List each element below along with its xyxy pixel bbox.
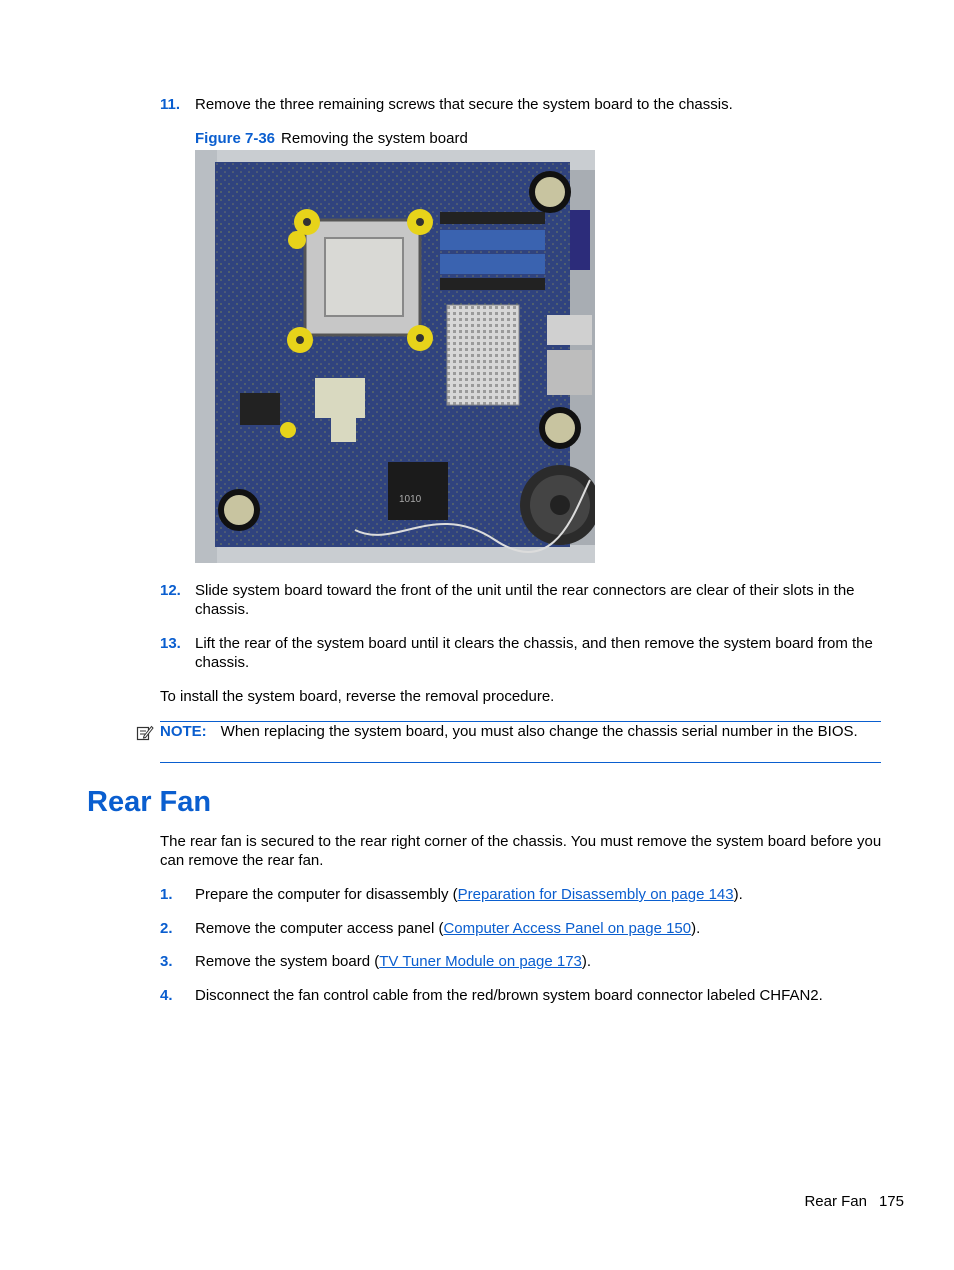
step-text-pre: Remove the computer access panel ( — [195, 920, 444, 937]
note-label: NOTE: — [160, 723, 207, 740]
step-text-post: ). — [733, 886, 743, 903]
step-12 — [160, 581, 882, 619]
step-text — [195, 952, 882, 971]
section-intro: The rear fan is secured to the rear right corner of the chassis. You must remove the system board before you can remove the rear fan. — [160, 833, 882, 869]
note-box — [160, 721, 881, 763]
chip-label: 1010 — [399, 494, 422, 505]
step-text: Disconnect the fan control cable from the red/brown system board connector labeled CHFAN2. — [195, 987, 823, 1004]
step-text: Remove the three remaining screws that secure the system board to the chassis. — [195, 96, 733, 113]
fan-step-3 — [160, 952, 882, 971]
preparation-link[interactable]: Preparation for Disassembly on page 143 — [457, 886, 734, 903]
note-text: When replacing the system board, you must also change the chassis serial number in the BIOS. — [220, 723, 858, 740]
step-number: 2. — [160, 920, 173, 937]
fan-step-4 — [160, 986, 882, 1005]
step-number: 3. — [160, 953, 173, 970]
section-heading: Rear Fan — [87, 786, 212, 818]
note-pencil-icon — [136, 724, 154, 742]
step-number: 11. — [160, 96, 181, 113]
install-paragraph: To install the system board, reverse the removal procedure. — [160, 688, 555, 705]
step-text: Slide system board toward the front of the unit until the rear connectors are clear of their slots in the chassis. — [195, 582, 855, 618]
step-number: 4. — [160, 987, 173, 1004]
figure-caption-text: Removing the system board — [281, 130, 468, 147]
step-11 — [160, 95, 882, 114]
step-text — [195, 885, 882, 904]
step-13 — [160, 634, 882, 672]
step-number: 1. — [160, 886, 173, 903]
step-text-pre: Remove the system board ( — [195, 953, 380, 970]
tv-tuner-link[interactable]: TV Tuner Module on page 173 — [379, 953, 582, 970]
step-number: 13. — [160, 635, 181, 652]
fan-step-2 — [160, 919, 882, 938]
fan-step-1 — [160, 885, 882, 904]
footer-section: Rear Fan — [804, 1193, 867, 1210]
system-board-photo — [195, 150, 595, 563]
step-text-post: ). — [691, 920, 701, 937]
page-number: 175 — [878, 1193, 904, 1210]
access-panel-link[interactable]: Computer Access Panel on page 150 — [443, 920, 692, 937]
figure-label: Figure 7-36 — [195, 130, 276, 147]
step-text-post: ). — [581, 953, 592, 970]
step-number: 12. — [160, 582, 181, 599]
step-text-pre: Prepare the computer for disassembly ( — [195, 886, 458, 903]
step-text: Lift the rear of the system board until it clears the chassis, and then remove the system board from the chassis. — [195, 635, 873, 671]
page-footer — [804, 1192, 904, 1211]
step-text — [195, 919, 882, 938]
figure-caption — [195, 129, 468, 148]
